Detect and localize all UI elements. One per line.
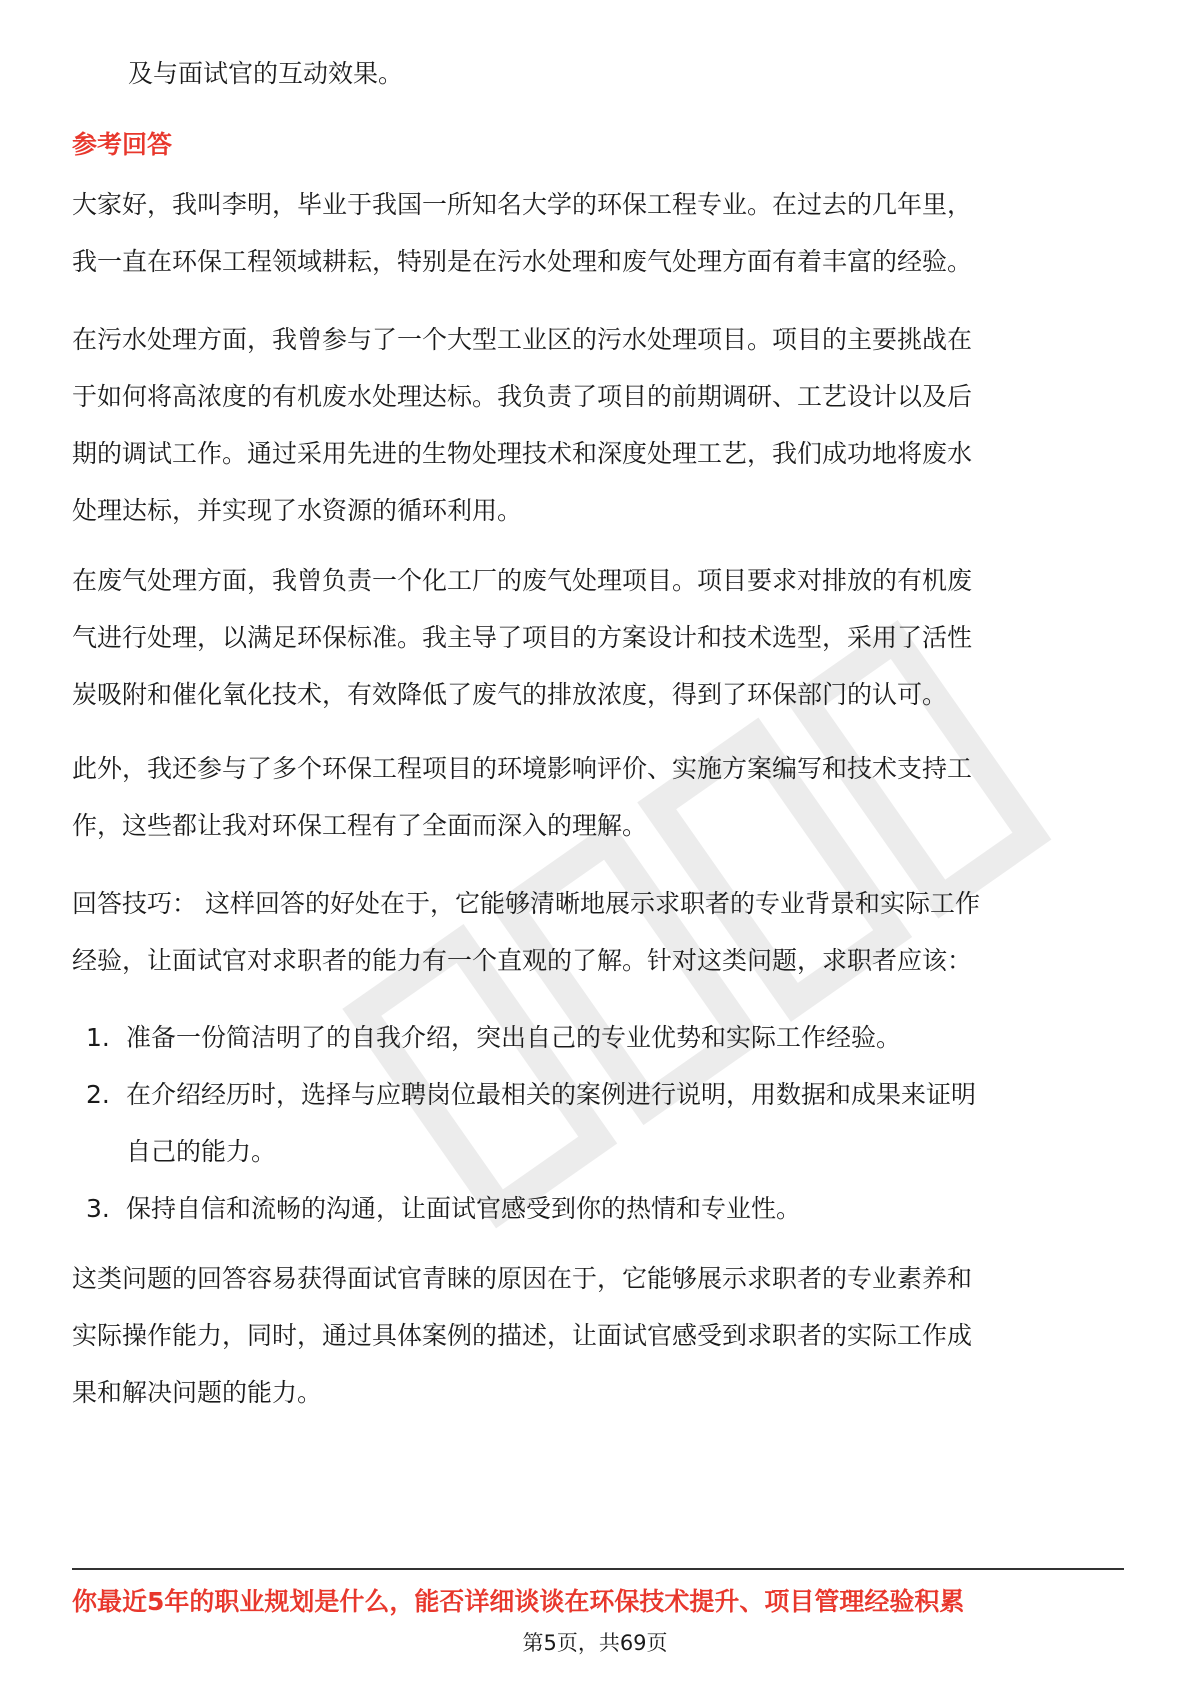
- paragraph-line: 实际操作能力，同时，通过具体案例的描述，让面试官感受到求职者的实际工作成: [72, 1321, 973, 1350]
- paragraph-line: 经验，让面试官对求职者的能力有一个直观的了解。针对这类问题，求职者应该：: [72, 946, 973, 975]
- list-item-text: 在介绍经历时，选择与应聘岗位最相关的案例进行说明，用数据和成果来证明: [126, 1080, 977, 1109]
- paragraph: [72, 740, 1122, 854]
- paragraph: [72, 875, 1122, 989]
- paragraph: [72, 552, 1122, 723]
- next-question-title: 你最近5年的职业规划是什么，能否详细谈谈在环保技术提升、项目管理经验积累: [72, 1587, 965, 1616]
- paragraph-line: 处理达标，并实现了水资源的循环利用。: [72, 496, 523, 525]
- paragraph-line: 在废气处理方面，我曾负责一个化工厂的废气处理项目。项目要求对排放的有机废: [72, 566, 973, 595]
- paragraph-line: 炭吸附和催化氧化技术，有效降低了废气的排放浓度，得到了环保部门的认可。: [72, 680, 948, 709]
- list-number: 3.: [86, 1194, 110, 1223]
- closing-paragraph: [72, 1250, 1122, 1421]
- list-item: [72, 1180, 1122, 1237]
- paragraph-line: 气进行处理，以满足环保标准。我主导了项目的方案设计和技术选型，采用了活性: [72, 623, 973, 652]
- paragraph-line: 大家好，我叫李明，毕业于我国一所知名大学的环保工程专业。在过去的几年里，: [72, 190, 973, 219]
- paragraph-line: 回答技巧： 这样回答的好处在于，它能够清晰地展示求职者的专业背景和实际工作: [72, 889, 980, 918]
- paragraph-line: 这类问题的回答容易获得面试官青睐的原因在于，它能够展示求职者的专业素养和: [72, 1264, 973, 1293]
- list-number: 1.: [86, 1023, 110, 1052]
- paragraph-line: 我一直在环保工程领域耕耘，特别是在污水处理和废气处理方面有着丰富的经验。: [72, 247, 973, 276]
- continuation-line: 及与面试官的互动效果。: [128, 59, 404, 88]
- list-item-text: 自己的能力。: [126, 1137, 277, 1166]
- paragraph: [72, 311, 1122, 539]
- paragraph-line: 果和解决问题的能力。: [72, 1378, 323, 1407]
- paragraph-line: 此外，我还参与了多个环保工程项目的环境影响评价、实施方案编写和技术支持工: [72, 754, 973, 783]
- tips-list: [72, 1009, 1122, 1237]
- paragraph-line: 在污水处理方面，我曾参与了一个大型工业区的污水处理项目。项目的主要挑战在: [72, 325, 973, 354]
- paragraph-line: 作，这些都让我对环保工程有了全面而深入的理解。: [72, 811, 648, 840]
- paragraph-line: 期的调试工作。通过采用先进的生物处理技术和深度处理工艺，我们成功地将废水: [72, 439, 973, 468]
- paragraph-line: 于如何将高浓度的有机废水处理达标。我负责了项目的前期调研、工艺设计以及后: [72, 382, 973, 411]
- divider: [72, 1568, 1124, 1570]
- list-item: [72, 1009, 1122, 1066]
- list-number: 2.: [86, 1080, 110, 1109]
- paragraph: [72, 176, 1122, 290]
- section-heading: 参考回答: [72, 130, 173, 159]
- list-item-text: 保持自信和流畅的沟通，让面试官感受到你的热情和专业性。: [126, 1194, 802, 1223]
- list-item: [72, 1066, 1122, 1180]
- page-number: 第5页，共69页: [522, 1631, 668, 1655]
- list-item-text: 准备一份简洁明了的自我介绍，突出自己的专业优势和实际工作经验。: [126, 1023, 902, 1052]
